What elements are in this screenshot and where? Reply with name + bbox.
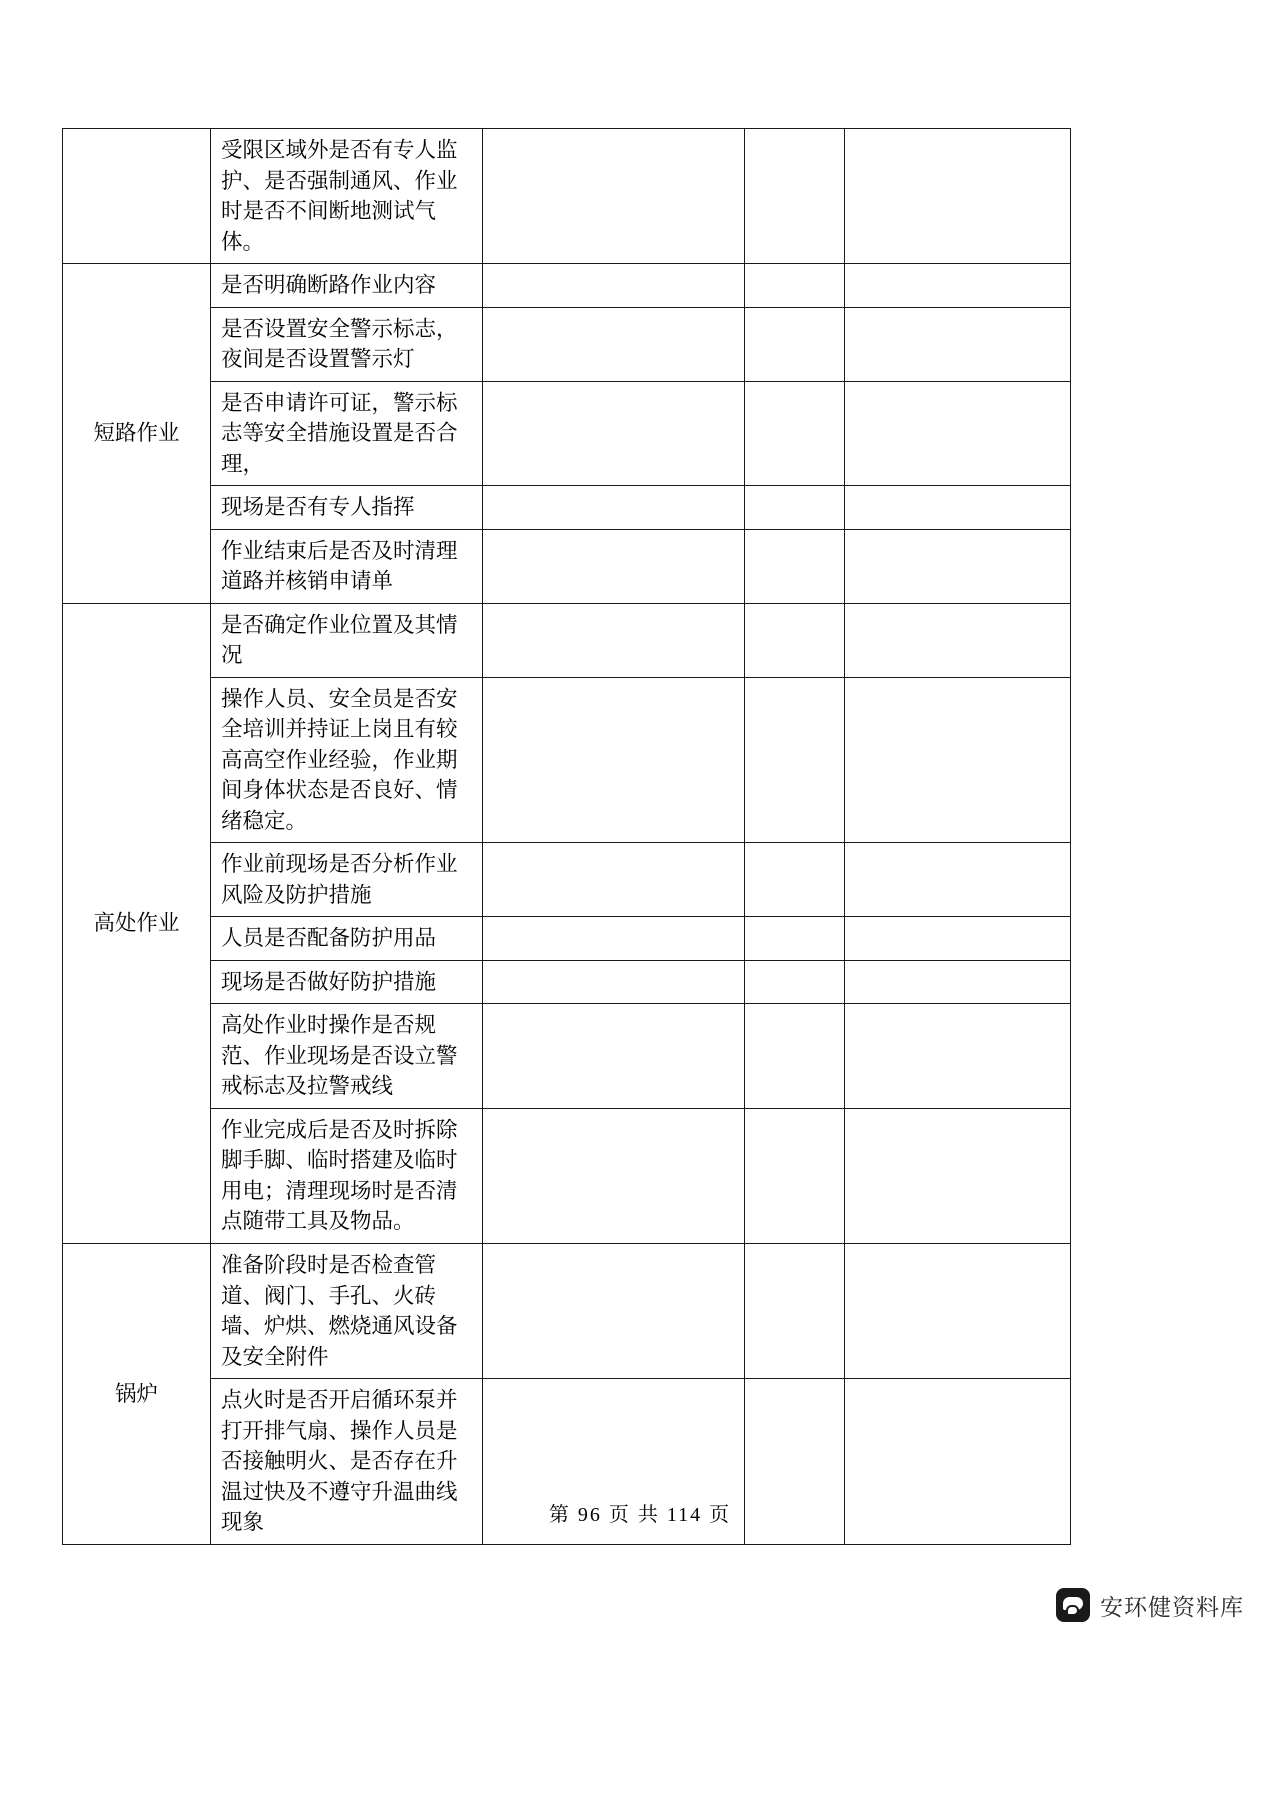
page-footer: 第 96 页 共 114 页	[548, 1504, 732, 1526]
blank-cell-3[interactable]	[845, 677, 1071, 843]
item-cell: 操作人员、安全员是否安全培训并持证上岗且有较高高空作业经验，作业期间身体状态是否良好、情绪稳定。	[211, 677, 483, 843]
blank-cell-3[interactable]	[845, 486, 1071, 530]
blank-cell-2[interactable]	[745, 1243, 845, 1378]
item-cell: 是否申请许可证，警示标志等安全措施设置是否合理，	[211, 381, 483, 486]
blank-cell-3[interactable]	[845, 960, 1071, 1004]
item-cell: 准备阶段时是否检查管道、阀门、手孔、火砖墙、炉烘、燃烧通风设备及安全附件	[211, 1243, 483, 1378]
item-cell: 作业前现场是否分析作业风险及防护措施	[211, 843, 483, 917]
blank-cell-1[interactable]	[483, 960, 745, 1004]
blank-cell-2[interactable]	[745, 917, 845, 961]
blank-cell-2[interactable]	[745, 843, 845, 917]
blank-cell-3[interactable]	[845, 1004, 1071, 1109]
table-row	[63, 264, 1071, 308]
item-cell: 现场是否有专人指挥	[211, 486, 483, 530]
category-cell-guolu: 锅炉	[63, 1243, 211, 1544]
table-row	[63, 381, 1071, 486]
watermark	[1056, 1588, 1244, 1622]
blank-cell-2[interactable]	[745, 677, 845, 843]
table-row	[63, 486, 1071, 530]
item-cell: 是否明确断路作业内容	[211, 264, 483, 308]
blank-cell-2[interactable]	[745, 1108, 845, 1243]
table-row	[63, 843, 1071, 917]
blank-cell-3[interactable]	[845, 1243, 1071, 1378]
category-cell-duanlu: 短路作业	[63, 264, 211, 604]
item-cell: 是否确定作业位置及其情况	[211, 603, 483, 677]
blank-cell-3[interactable]	[845, 129, 1071, 264]
blank-cell-1[interactable]	[483, 129, 745, 264]
item-cell: 人员是否配备防护用品	[211, 917, 483, 961]
blank-cell-2[interactable]	[745, 307, 845, 381]
blank-cell-3[interactable]	[845, 381, 1071, 486]
blank-cell-1[interactable]	[483, 1243, 745, 1378]
table-row	[63, 1108, 1071, 1243]
table-row	[63, 1243, 1071, 1378]
table-row	[63, 307, 1071, 381]
blank-cell-2[interactable]	[745, 960, 845, 1004]
blank-cell-2[interactable]	[745, 529, 845, 603]
blank-cell-3[interactable]	[845, 529, 1071, 603]
table-row	[63, 917, 1071, 961]
blank-cell-1[interactable]	[483, 603, 745, 677]
watermark-label: 安环健资料库	[1100, 1593, 1244, 1620]
table-row	[63, 603, 1071, 677]
table-row	[63, 1004, 1071, 1109]
blank-cell-3[interactable]	[845, 843, 1071, 917]
blank-cell-1[interactable]	[483, 307, 745, 381]
item-cell: 作业完成后是否及时拆除脚手脚、临时搭建及临时用电；清理现场时是否清点随带工具及物品。	[211, 1108, 483, 1243]
blank-cell-1[interactable]	[483, 843, 745, 917]
blank-cell-2[interactable]	[745, 603, 845, 677]
table-row	[63, 960, 1071, 1004]
item-cell: 作业结束后是否及时清理道路并核销申请单	[211, 529, 483, 603]
item-cell: 高处作业时操作是否规范、作业现场是否设立警戒标志及拉警戒线	[211, 1004, 483, 1109]
item-cell: 现场是否做好防护措施	[211, 960, 483, 1004]
blank-cell-1[interactable]	[483, 264, 745, 308]
blank-cell-1[interactable]	[483, 677, 745, 843]
table-row	[63, 677, 1071, 843]
blank-cell-3[interactable]	[845, 1108, 1071, 1243]
blank-cell-2[interactable]	[745, 129, 845, 264]
blank-cell-3[interactable]	[845, 264, 1071, 308]
inspection-checklist-table	[62, 128, 1071, 1545]
blank-cell-1[interactable]	[483, 917, 745, 961]
blank-cell-1[interactable]	[483, 1004, 745, 1109]
blank-cell-3[interactable]	[845, 307, 1071, 381]
blank-cell-1[interactable]	[483, 1108, 745, 1243]
blank-cell-1[interactable]	[483, 529, 745, 603]
blank-cell-3[interactable]	[845, 603, 1071, 677]
category-cell-gaochu: 高处作业	[63, 603, 211, 1243]
item-cell: 受限区域外是否有专人监护、是否强制通风、作业时是否不间断地测试气体。	[211, 129, 483, 264]
table-row	[63, 129, 1071, 264]
blank-cell-1[interactable]	[483, 381, 745, 486]
category-cell	[63, 129, 211, 264]
blank-cell-3[interactable]	[845, 917, 1071, 961]
table-row	[63, 529, 1071, 603]
wechat-icon	[1056, 1588, 1090, 1622]
blank-cell-2[interactable]	[745, 1004, 845, 1109]
blank-cell-2[interactable]	[745, 381, 845, 486]
blank-cell-2[interactable]	[745, 264, 845, 308]
item-cell: 点火时是否开启循环泵并打开排气扇、操作人员是否接触明火、是否存在升温过快及不遵守升温曲线现象	[211, 1379, 483, 1545]
item-cell: 是否设置安全警示标志，夜间是否设置警示灯	[211, 307, 483, 381]
blank-cell-1[interactable]	[483, 486, 745, 530]
blank-cell-2[interactable]	[745, 486, 845, 530]
